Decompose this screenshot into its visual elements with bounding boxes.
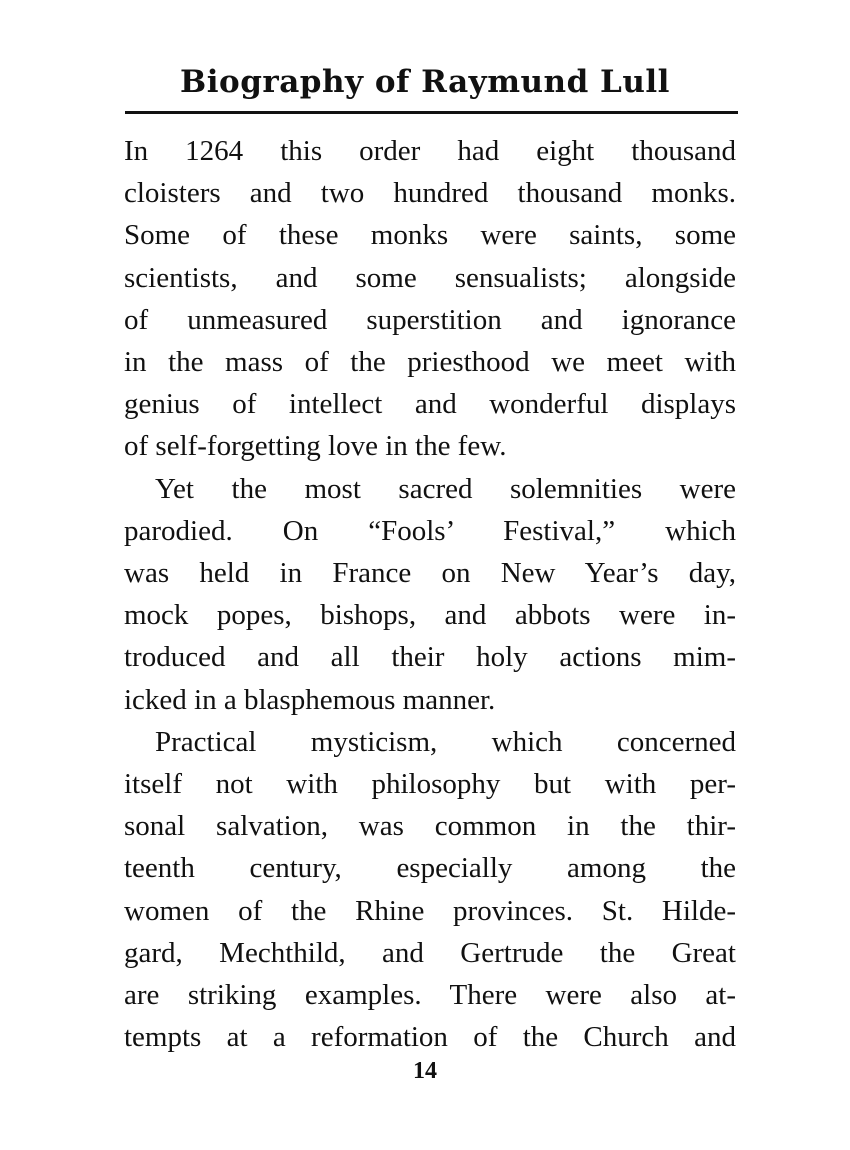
paragraph-3 (124, 721, 736, 1059)
text-line: itself not with philosophy but with per- (124, 768, 736, 801)
text-line: troduced and all their holy actions mim- (124, 641, 736, 674)
text-line: gard, Mechthild, and Gertrude the Great (124, 936, 736, 969)
paragraph-1 (124, 130, 736, 468)
text-line: genius of intellect and wonderful displays (124, 388, 736, 421)
page-number: 14 (413, 1058, 437, 1084)
text-line: Some of these monks were saints, some (124, 219, 736, 252)
text-line: was held in France on New Year’s day, (124, 557, 736, 590)
paragraph-2 (124, 468, 736, 721)
text-line: icked in a blasphemous manner. (124, 683, 496, 716)
text-line: mock popes, bishops, and abbots were in- (124, 599, 736, 632)
text-line: in the mass of the priesthood we meet with (124, 346, 736, 379)
running-title: Biography of Raymund Lull (180, 64, 670, 100)
text-line: scientists, and some sensualists; alongside (124, 261, 736, 294)
text-line: women of the Rhine provinces. St. Hilde- (124, 894, 736, 927)
text-line: parodied. On “Fools’ Festival,” which (124, 514, 736, 547)
text-line: sonal salvation, was common in the thir- (124, 810, 736, 843)
text-line: cloisters and two hundred thousand monks. (124, 177, 736, 210)
text-line: In 1264 this order had eight thousand (124, 135, 736, 167)
text-line: tempts at a reformation of the Church and (124, 1021, 736, 1054)
header-rule (125, 111, 738, 114)
body-text (124, 130, 736, 1058)
text-line: of unmeasured superstition and ignorance (124, 303, 736, 336)
text-line: of self-forgetting love in the few. (124, 430, 507, 463)
text-line: Practical mysticism, which concerned (155, 725, 736, 758)
text-line: Yet the most sacred solemnities were (155, 472, 736, 505)
text-line: are striking examples. There were also at- (124, 979, 736, 1012)
text-line: teenth century, especially among the (124, 852, 736, 885)
